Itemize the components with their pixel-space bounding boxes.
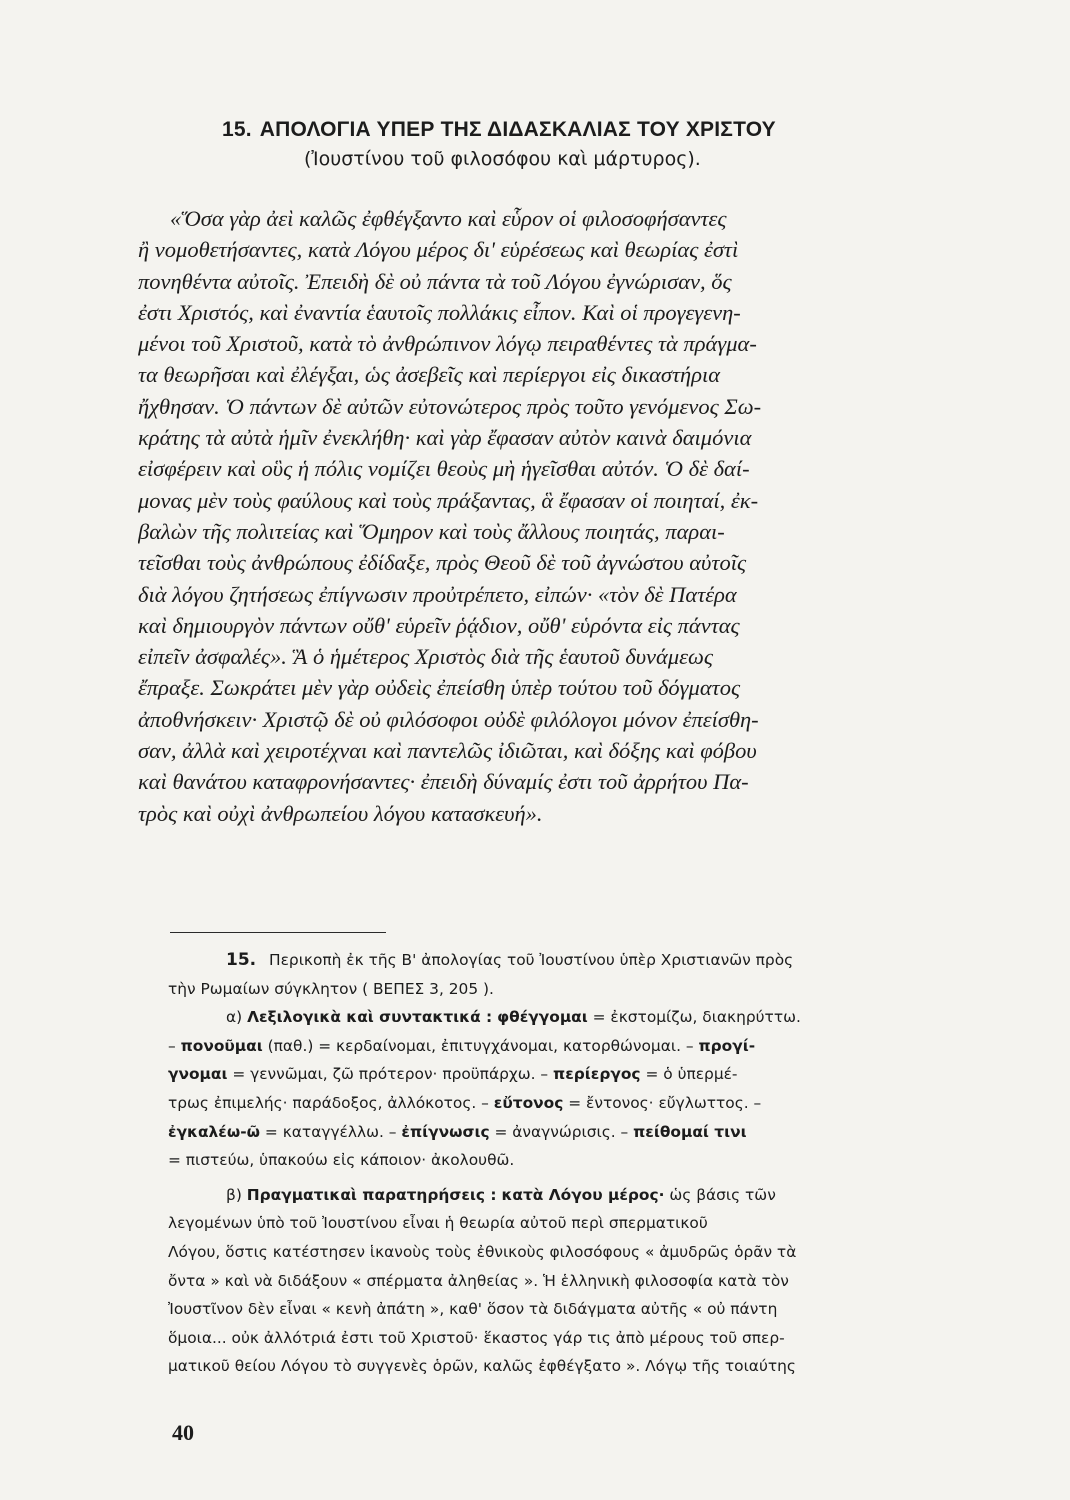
chapter-title-text: ΑΠΟΛΟΓΙΑ ΥΠΕΡ ΤΗΣ ΔΙΔΑΣΚΑΛΙΑΣ ΤΟΥ ΧΡΙΣΤΟΥ — [259, 118, 776, 141]
text-line: μονας μὲν τοὺς φαύλους καὶ τοὺς πράξαντας, ἃ ἔφασαν οἱ ποιηταί, ἐκ- — [138, 487, 759, 513]
note-number: 15. — [226, 950, 257, 970]
text-line: σαν, ἀλλὰ καὶ χειροτέχναι καὶ παντελῶς ἰδιῶται, καὶ δόξης καὶ φόβου — [138, 738, 757, 764]
text-line: καὶ δημιουργὸν πάντων οὔθ' εὑρεῖν ῥᾴδιον, οὔθ' εὑρόντα εἰς πάντας — [138, 612, 740, 638]
text-line: ἢ νομοθετήσαντες, κατὰ Λόγου μέρος δι' εὑρέσεως καὶ θεωρίας ἐστὶ — [138, 237, 739, 263]
glossary-term: περίεργος — [553, 1065, 641, 1084]
glossary-definition: = ἀναγνώρισις. – — [494, 1122, 629, 1141]
chapter-number: 15. — [222, 118, 252, 141]
section-prefix: α) — [226, 1008, 243, 1027]
text-line: εἰπεῖν ἀσφαλές». Ἃ ὁ ἡμέτερος Χριστὸς διὰ τῆς ἑαυτοῦ δυνάμεως — [138, 644, 713, 670]
text-line: μένοι τοῦ Χριστοῦ, κατὰ τὸ ἀνθρώπινον λόγῳ πειραθέντες τὰ πράγμα- — [138, 331, 757, 357]
glossary-term: πονοῦμαι — [180, 1036, 263, 1055]
glossary-definition: (παθ.) = κερδαίνομαι, ἐπιτυγχάνομαι, κατορθώνομαι. – — [267, 1036, 694, 1055]
note-line — [168, 1089, 1016, 1118]
chapter-heading — [222, 118, 982, 170]
glossary-definition: = καταγγέλλω. – — [264, 1122, 397, 1141]
note-line: Λόγου, ὅστις κατέστησεν ἱκανοὺς τοὺς ἐθνικοὺς φιλοσόφους « ἀμυδρῶς ὁρᾶν τὰ — [168, 1242, 797, 1261]
text-line: τρὸς καὶ οὐχὶ ἀνθρωπείου λόγου κατασκευή». — [138, 800, 543, 826]
text-line: βαλὼν τῆς πολιτείας καὶ Ὅμηρον καὶ τοὺς ἄλλους ποιητάς, παραι- — [138, 518, 725, 544]
note-line: ὄντα » καὶ νὰ διδάξουν « σπέρματα ἀληθείας ». Ἡ ἑλληνικὴ φιλοσοφία κατὰ τὸν — [168, 1271, 789, 1290]
note-line — [168, 1032, 1016, 1061]
glossary-definition: τρως ἐπιμελής· παράδοξος, ἀλλόκοτος. – — [168, 1093, 489, 1112]
note-text: ὡς βάσις τῶν — [669, 1185, 776, 1204]
chapter-subtitle: (Ἰουστίνου τοῦ φιλοσόφου καὶ μάρτυρος). — [304, 148, 701, 170]
note-line: = πιστεύω, ὑπακούω εἰς κάποιον· ἀκολουθῶ. — [168, 1151, 515, 1170]
glossary-definition: = γεννῶμαι, ζῶ πρότερον· προϋπάρχω. – — [232, 1065, 549, 1084]
note-line — [168, 1060, 1016, 1089]
text-line: τεῖσθαι τοὺς ἀνθρώπους ἐδίδαξε, πρὸς Θεοῦ δὲ τοῦ ἀγνώστου αὐτοῖς — [138, 550, 747, 576]
main-text — [138, 203, 984, 829]
glossary-term: πείθομαί τινι — [633, 1122, 747, 1141]
glossary-term: κατὰ Λόγου μέρος· — [501, 1185, 665, 1204]
text-line: ἐστι Χριστός, καὶ ἐναντία ἑαυτοῖς πολλάκις εἶπον. Καὶ οἱ προγεγενη- — [138, 299, 741, 325]
text-line: ἀποθνήσκειν· Χριστῷ δὲ οὐ φιλόσοφοι οὐδὲ φιλόλογοι μόνον ἐπείσθη- — [138, 706, 759, 732]
glossary-term: γνομαι — [168, 1065, 228, 1084]
note-line — [168, 1181, 1016, 1210]
glossary-term: προγί- — [698, 1036, 756, 1055]
note-line: ὅμοια... οὐκ ἀλλότριά ἐστι τοῦ Χριστοῦ· ἕκαστος γάρ τις ἀπὸ μέρους τοῦ σπερ- — [168, 1328, 785, 1347]
section-prefix: β) — [226, 1185, 242, 1204]
text-line: πονηθέντα αὐτοῖς. Ἐπειδὴ δὲ οὐ πάντα τὰ τοῦ Λόγου ἐγνώρισαν, ὅς — [138, 268, 732, 294]
page-number: 40 — [172, 1420, 194, 1445]
section-heading: Λεξιλογικὰ καὶ συντακτικά : — [247, 1008, 493, 1027]
footnote-divider — [170, 932, 386, 933]
glossary-term: ἐπίγνωσις — [401, 1122, 490, 1141]
text-line: τα θεωρῆσαι καὶ ἐλέγξαι, ὡς ἀσεβεῖς καὶ περίεργοι εἰς δικαστήρια — [138, 362, 721, 388]
note-line: τὴν Ρωμαίων σύγκλητον ( ΒΕΠΕΣ 3, 205 ). — [168, 979, 494, 998]
glossary-definition: = ὁ ὑπερμέ- — [645, 1065, 738, 1084]
text-line: καὶ θανάτου καταφρονήσαντες· ἐπειδὴ δύναμίς ἐστι τοῦ ἀρρήτου Πα- — [138, 769, 749, 795]
glossary-definition: = ἐκστομίζω, διακηρύττω. — [592, 1008, 801, 1027]
glossary-term: φθέγγομαι — [497, 1008, 588, 1027]
glossary-term: ἐγκαλέω-ῶ — [168, 1122, 261, 1141]
glossary-term: εὔτονος — [493, 1093, 564, 1112]
note-line: λεγομένων ὑπὸ τοῦ Ἰουστίνου εἶναι ἡ θεωρία αὐτοῦ περὶ σπερματικοῦ — [168, 1214, 708, 1233]
note-line — [168, 1118, 1016, 1147]
glossary-definition: = ἔντονος· εὔγλωττος. – — [568, 1093, 762, 1112]
section-heading: Πραγματικαὶ παρατηρήσεις : — [246, 1185, 497, 1204]
commentary-notes — [168, 946, 1016, 1381]
chapter-title — [222, 118, 982, 142]
text-line: ἤχθησαν. Ὁ πάντων δὲ αὐτῶν εὐτονώτερος πρὸς τοῦτο γενόμενος Σω- — [138, 393, 762, 419]
separator: – — [168, 1036, 176, 1055]
text-line: διὰ λόγου ζητήσεως ἐπίγνωσιν προὐτρέπετο, εἰπών· «τὸν δὲ Πατέρα — [138, 581, 737, 607]
note-line — [168, 946, 1016, 975]
text-line: εἰσφέρειν καὶ οὓς ἡ πόλις νομίζει θεοὺς μὴ ἡγεῖσθαι αὐτόν. Ὁ δὲ δαί- — [138, 456, 750, 482]
note-line: ματικοῦ θείου Λόγου τὸ συγγενὲς ὁρῶν, καλῶς ἐφθέγξατο ». Λόγῳ τῆς τοιαύτης — [168, 1357, 796, 1376]
note-text: Περικοπὴ ἐκ τῆς Β' ἀπολογίας τοῦ Ἰουστίνου ὑπὲρ Χριστιανῶν πρὸς — [269, 951, 794, 969]
text-line: κράτης τὰ αὐτὰ ἡμῖν ἐνεκλήθη· καὶ γὰρ ἔφασαν αὐτὸν καινὰ δαιμόνια — [138, 425, 752, 451]
note-line: Ἰουστῖνον δὲν εἶναι « κενὴ ἀπάτη », καθ' ὅσον τὰ διδάγματα αὐτῆς « οὐ πάντη — [168, 1300, 778, 1319]
text-line: «Ὅσα γὰρ ἀεὶ καλῶς ἐφθέγξαντο καὶ εὗρον οἱ φιλοσοφήσαντες — [170, 206, 727, 231]
text-line: ἔπραξε. Σωκράτει μὲν γὰρ οὐδεὶς ἐπείσθη ὑπὲρ τούτου τοῦ δόγματος — [138, 675, 741, 701]
note-line — [168, 1003, 1016, 1032]
